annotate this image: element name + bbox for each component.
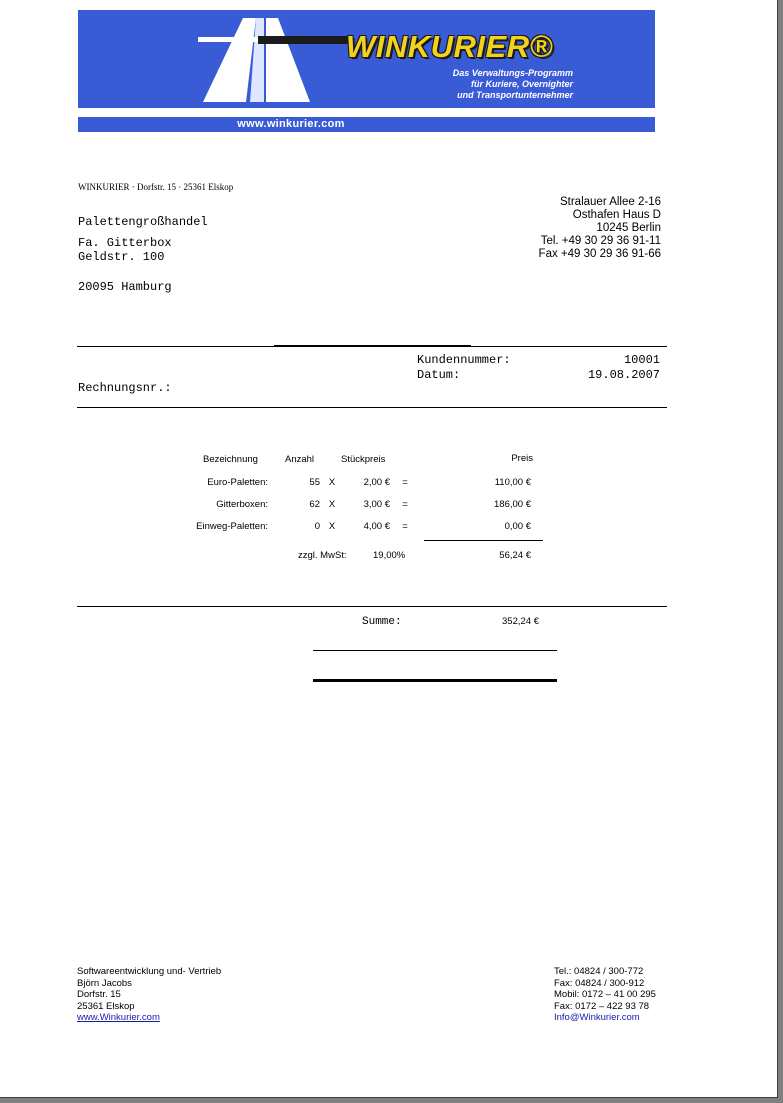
footer-left-line-2: Björn Jacobs: [77, 977, 132, 989]
row-3-price: 0,00 €: [504, 521, 531, 532]
row-1-price: 110,00 €: [494, 477, 531, 488]
row-1-equals: =: [402, 477, 408, 488]
col-header-qty: Anzahl: [285, 454, 315, 465]
row-1-times: X: [328, 477, 336, 488]
row-3-equals: =: [402, 521, 408, 532]
vat-label: zzgl. MwSt:: [298, 550, 347, 561]
tagline-line-1: Das Verwaltungs-Programm: [452, 68, 573, 78]
date-value: 19.08.2007: [587, 368, 660, 382]
banner-tagline: [373, 68, 573, 101]
vat-rate: 19,00%: [373, 550, 406, 561]
col-header-price: Preis: [511, 453, 533, 464]
footer-left-line-1: Softwareentwicklung und- Vertrieb: [77, 966, 222, 977]
row-1-qty: 55: [309, 477, 320, 488]
banner-url[interactable]: www.winkurier.com: [237, 118, 345, 130]
footer-website-link[interactable]: www.Winkurier.com: [77, 1012, 160, 1023]
footer-right-line-3: Mobil: 0172 – 41 00 295: [554, 989, 656, 1000]
tagline-line-3: und Transportunternehmer: [457, 90, 573, 100]
row-2-equals: =: [402, 499, 408, 510]
customer-number-value: 10001: [623, 353, 660, 367]
footer-email-link[interactable]: Info@Winkurier.com: [554, 1012, 640, 1023]
customer-number-label: Kundennummer:: [417, 353, 511, 367]
row-1-unit: 2,00 €: [363, 477, 390, 488]
sum-label: Summe:: [362, 616, 402, 628]
rule-meta-bottom: [77, 407, 667, 408]
recipient-line-2: Fa. Gitterbox: [78, 236, 172, 250]
recipient-city: 20095 Hamburg: [78, 280, 172, 294]
date-label: Datum:: [417, 368, 461, 382]
col-header-unit: Stückpreis: [341, 454, 386, 465]
footer-right-line-1: Tel.: 04824 / 300-772: [554, 966, 644, 977]
sum-value: 352,24 €: [502, 616, 539, 627]
invoice-number-label: Rechnungsnr.:: [78, 381, 172, 395]
row-3-name: Einweg-Paletten:: [196, 521, 268, 532]
row-3-times: X: [328, 521, 336, 532]
footer-left-line-4: 25361 Elskop: [77, 1000, 135, 1012]
company-street: Stralauer Allee 2-16: [559, 196, 661, 208]
sender-return-address: WINKURIER · Dorfstr. 15 · 25361 Elskop: [78, 182, 234, 192]
row-2-name: Gitterboxen:: [216, 499, 268, 510]
header-banner: [78, 10, 655, 108]
banner-url-strip: [78, 117, 655, 132]
row-3-unit: 4,00 €: [363, 521, 390, 532]
rule-top-accent: [274, 345, 471, 347]
row-3-qty: 0: [314, 521, 320, 532]
row-2-price: 186,00 €: [494, 499, 531, 510]
rule-sum-single: [313, 650, 557, 651]
rule-sum-double: [313, 679, 557, 682]
brand-logo-text: WINKURIER®: [346, 29, 553, 64]
company-city: 10245 Berlin: [596, 222, 661, 234]
footer-right: [554, 966, 656, 1024]
rule-subtotal: [424, 540, 543, 541]
company-fax: Fax +49 30 29 36 91-66: [538, 248, 661, 260]
col-header-name: Bezeichnung: [203, 454, 258, 465]
recipient-line-1: Palettengroßhandel: [78, 215, 208, 229]
company-building: Osthafen Haus D: [572, 209, 661, 221]
footer-left: [77, 966, 221, 1024]
rule-sum-top: [77, 606, 667, 607]
row-2-unit: 3,00 €: [363, 499, 390, 510]
footer-left-line-3: Dorfstr. 15: [77, 989, 121, 1000]
row-1-name: Euro-Paletten:: [207, 477, 268, 488]
company-tel: Tel. +49 30 29 36 91-11: [540, 235, 661, 247]
company-address: [461, 196, 661, 261]
recipient-line-3: Geldstr. 100: [78, 250, 165, 264]
footer-right-line-2: Fax: 04824 / 300-912: [554, 977, 645, 989]
footer-right-line-4: Fax: 0172 – 422 93 78: [554, 1000, 650, 1012]
row-2-qty: 62: [309, 499, 320, 510]
row-2-times: X: [328, 499, 336, 510]
tagline-line-2: für Kuriere, Overnighter: [470, 79, 573, 89]
vat-amount: 56,24 €: [499, 550, 531, 561]
